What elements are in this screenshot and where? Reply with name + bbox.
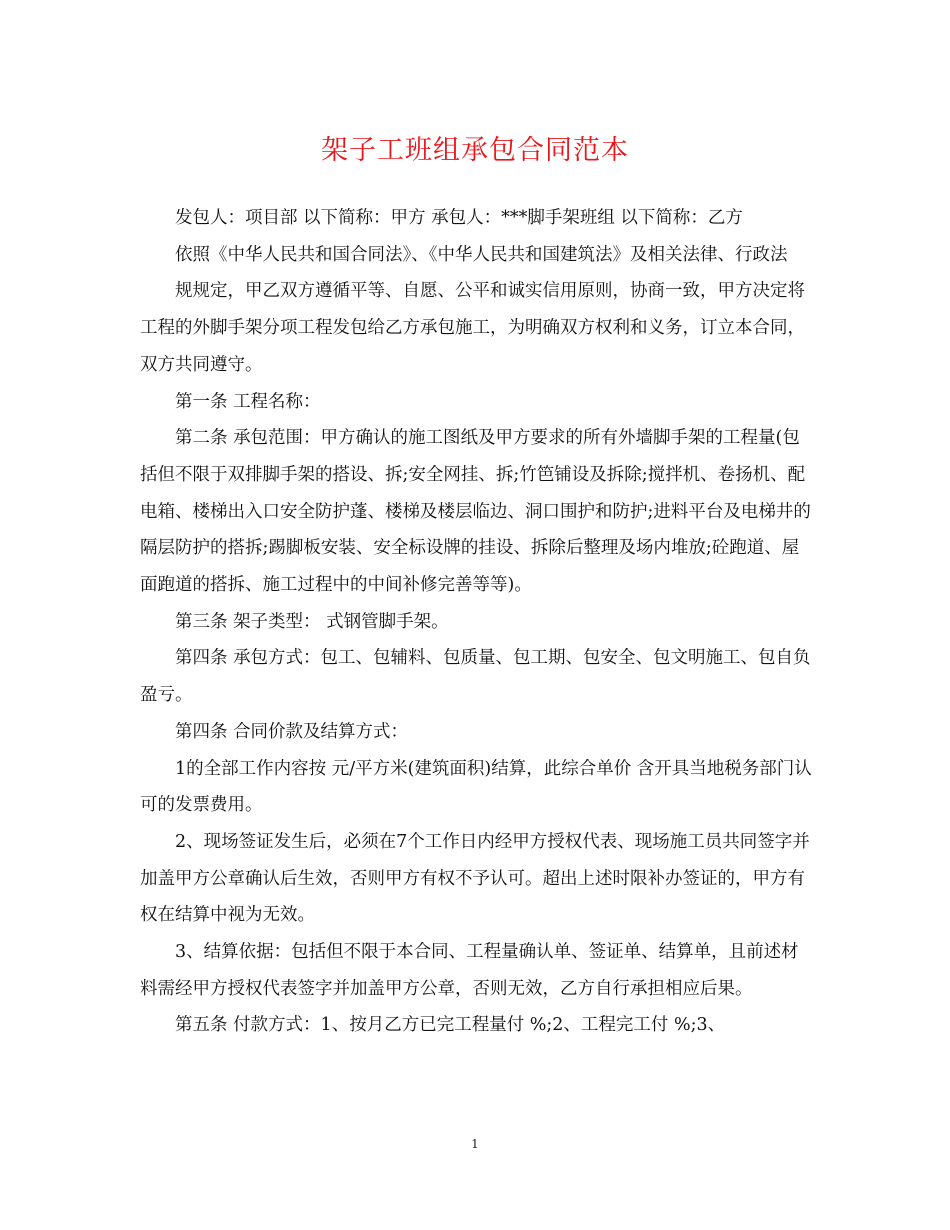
paragraph-article-4-price: 第四条 合同价款及结算方式：: [175, 721, 409, 742]
paragraph-article-2: 第二条 承包范围：甲方确认的施工图纸及甲方要求的所有外墙脚手架的工程量(包括但不限于双排脚手架的搭设、拆;安全网挂、拆;竹笆铺设及拆除;搅拌机、卷扬机、配电箱、楼梯出入口安全防护蓬、楼梯及楼层临边、洞口围护和防护;进料平台及电梯井的隔层防护的搭拆;踢脚板安装、安全标设牌的挂设、拆除后整理及场内堆放;砼跑道、屋面跑道的搭拆、施工过程中的中间补修完善等等)。: [140, 428, 811, 596]
paragraph-agreement: 规规定，甲乙双方遵循平等、自愿、公平和诚实信用原则，协商一致，甲方决定将 工程的外脚手架分项工程发包给乙方承包施工，为明确双方权利和义务，订立本合同，双方共同遵守。: [140, 281, 805, 375]
document-body: [140, 200, 812, 1044]
paragraph-clause-3: 3、结算依据：包括但不限于本合同、工程量确认单、签证单、结算单，且前述材料需经甲方授权代表签字并加盖甲方公章，否则无效，乙方自行承担相应后果。: [140, 942, 799, 999]
page-number: 1: [471, 1137, 479, 1151]
paragraph-article-5: 第五条 付款方式：1、按月乙方已完工程量付 %;2、工程完工付 %;3、: [175, 1015, 726, 1036]
paragraph-article-4-method: 第四条 承包方式：包工、包辅料、包质量、包工期、包安全、包文明施工、包自负盈亏。: [140, 648, 811, 706]
document-title: 架子工班组承包合同范本: [321, 135, 629, 166]
paragraph-parties: 发包人：项目部 以下简称：甲方 承包人：***脚手架班组 以下简称：乙方: [175, 208, 743, 228]
paragraph-clause-2: 2、现场签证发生后，必须在7个工作日内经甲方授权代表、现场施工员共同签字并加盖甲方公章确认后生效，否则甲方有权不予认可。超出上述时限补办签证的，甲方有权在结算中视为无效。: [140, 831, 810, 926]
paragraph-clause-1: 1的全部工作内容按 元/平方米(建筑面积)结算，此综合单价 含开具当地税务部门认可的发票费用。: [140, 758, 812, 816]
paragraph-legal-basis: 依照《中华人民共和国合同法》、《中华人民共和国建筑法》及相关法律、行政法: [175, 244, 788, 265]
paragraph-article-1: 第一条 工程名称：: [175, 391, 321, 412]
paragraph-article-3: 第三条 架子类型： 式钢管脚手架。: [175, 611, 449, 632]
